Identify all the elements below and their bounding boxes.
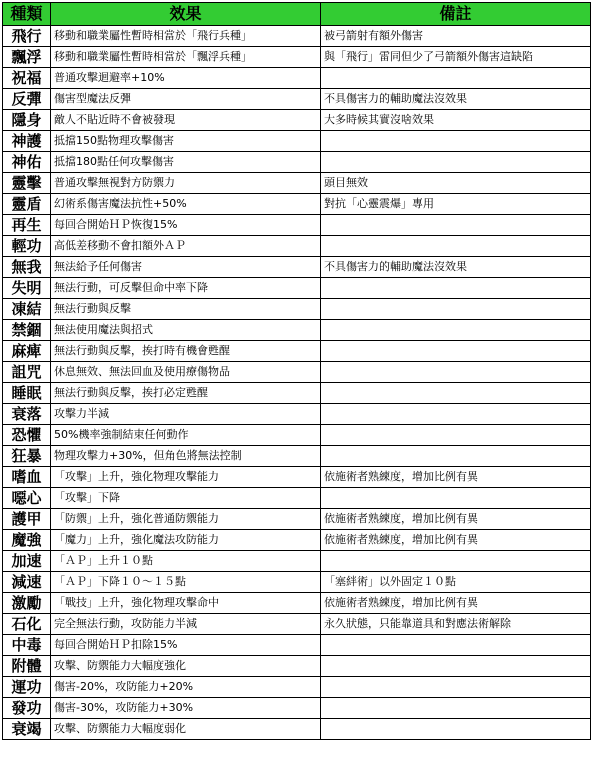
table-row bbox=[3, 89, 591, 110]
status-name-cell: 飛行 bbox=[3, 26, 51, 47]
effect-cell: 「攻擊」下降 bbox=[51, 488, 321, 509]
effect-cell: 每回合開始ＨＰ扣除15% bbox=[51, 635, 321, 656]
note-cell bbox=[321, 278, 591, 299]
table-row bbox=[3, 446, 591, 467]
effect-cell: 「防禦」上升，強化普通防禦能力 bbox=[51, 509, 321, 530]
effect-cell: 抵擋180點任何攻擊傷害 bbox=[51, 152, 321, 173]
effect-cell: 無法使用魔法與招式 bbox=[51, 320, 321, 341]
note-cell bbox=[321, 719, 591, 740]
header-effect: 效果 bbox=[51, 3, 321, 26]
table-row bbox=[3, 257, 591, 278]
table-row bbox=[3, 173, 591, 194]
note-cell: 永久狀態，只能靠道具和對應法術解除 bbox=[321, 614, 591, 635]
effect-cell: 無法行動，可反擊但命中率下降 bbox=[51, 278, 321, 299]
effect-cell: 物理攻擊力+30%，但角色將無法控制 bbox=[51, 446, 321, 467]
note-cell bbox=[321, 404, 591, 425]
effect-cell: 「魔力」上升，強化魔法攻防能力 bbox=[51, 530, 321, 551]
note-cell bbox=[321, 341, 591, 362]
status-name-cell: 輕功 bbox=[3, 236, 51, 257]
effect-cell: 無法行動與反擊，挨打時有機會甦醒 bbox=[51, 341, 321, 362]
status-name-cell: 運功 bbox=[3, 677, 51, 698]
note-cell bbox=[321, 383, 591, 404]
table-row bbox=[3, 488, 591, 509]
effect-cell: 50%機率強制結束任何動作 bbox=[51, 425, 321, 446]
effect-cell: 無法給予任何傷害 bbox=[51, 257, 321, 278]
table-row bbox=[3, 362, 591, 383]
note-cell: 被弓箭射有額外傷害 bbox=[321, 26, 591, 47]
table-row bbox=[3, 215, 591, 236]
table-row bbox=[3, 341, 591, 362]
effect-cell: 高低差移動不會扣額外ＡＰ bbox=[51, 236, 321, 257]
status-name-cell: 祝福 bbox=[3, 68, 51, 89]
status-name-cell: 石化 bbox=[3, 614, 51, 635]
effect-cell: 「攻擊」上升，強化物理攻擊能力 bbox=[51, 467, 321, 488]
table-row bbox=[3, 404, 591, 425]
effect-cell: 攻擊、防禦能力大幅度強化 bbox=[51, 656, 321, 677]
status-name-cell: 隱身 bbox=[3, 110, 51, 131]
effect-cell: 每回合開始ＨＰ恢復15% bbox=[51, 215, 321, 236]
status-name-cell: 減速 bbox=[3, 572, 51, 593]
status-name-cell: 衰落 bbox=[3, 404, 51, 425]
effect-cell: 攻擊、防禦能力大幅度弱化 bbox=[51, 719, 321, 740]
status-name-cell: 激勵 bbox=[3, 593, 51, 614]
status-name-cell: 中毒 bbox=[3, 635, 51, 656]
effect-cell: 幻術系傷害魔法抗性+50% bbox=[51, 194, 321, 215]
table-row bbox=[3, 26, 591, 47]
status-name-cell: 噁心 bbox=[3, 488, 51, 509]
note-cell bbox=[321, 362, 591, 383]
effect-cell: 攻擊力半減 bbox=[51, 404, 321, 425]
note-cell bbox=[321, 320, 591, 341]
effect-cell: 傷害-30%，攻防能力+30% bbox=[51, 698, 321, 719]
note-cell: 依施術者熟練度，增加比例有異 bbox=[321, 509, 591, 530]
note-cell bbox=[321, 68, 591, 89]
table-row bbox=[3, 236, 591, 257]
status-name-cell: 恐懼 bbox=[3, 425, 51, 446]
note-cell: 「塞絆術」以外固定１０點 bbox=[321, 572, 591, 593]
table-row bbox=[3, 299, 591, 320]
effect-cell: 休息無效、無法回血及使用療傷物品 bbox=[51, 362, 321, 383]
effect-cell: 完全無法行動，攻防能力半減 bbox=[51, 614, 321, 635]
status-name-cell: 護甲 bbox=[3, 509, 51, 530]
status-effects-table-wrapper bbox=[2, 2, 591, 740]
note-cell bbox=[321, 698, 591, 719]
note-cell: 大多時候其實沒啥效果 bbox=[321, 110, 591, 131]
status-name-cell: 無我 bbox=[3, 257, 51, 278]
table-row bbox=[3, 635, 591, 656]
status-name-cell: 靈擊 bbox=[3, 173, 51, 194]
effect-cell: 「ＡＰ」上升１０點 bbox=[51, 551, 321, 572]
note-cell: 不具傷害力的輔助魔法沒效果 bbox=[321, 89, 591, 110]
table-row bbox=[3, 68, 591, 89]
status-name-cell: 再生 bbox=[3, 215, 51, 236]
effect-cell: 無法行動與反擊 bbox=[51, 299, 321, 320]
table-row bbox=[3, 719, 591, 740]
effect-cell: 普通攻擊無視對方防禦力 bbox=[51, 173, 321, 194]
effect-cell: 傷害-20%，攻防能力+20% bbox=[51, 677, 321, 698]
status-name-cell: 飄浮 bbox=[3, 47, 51, 68]
table-row bbox=[3, 320, 591, 341]
effect-cell: 「ＡＰ」下降１０～１５點 bbox=[51, 572, 321, 593]
table-body bbox=[3, 26, 591, 740]
note-cell: 依施術者熟練度，增加比例有異 bbox=[321, 467, 591, 488]
table-row bbox=[3, 194, 591, 215]
status-name-cell: 加速 bbox=[3, 551, 51, 572]
status-name-cell: 靈盾 bbox=[3, 194, 51, 215]
table-row bbox=[3, 509, 591, 530]
status-name-cell: 附體 bbox=[3, 656, 51, 677]
note-cell bbox=[321, 152, 591, 173]
status-name-cell: 失明 bbox=[3, 278, 51, 299]
table-row bbox=[3, 614, 591, 635]
note-cell bbox=[321, 425, 591, 446]
effect-cell: 傷害型魔法反彈 bbox=[51, 89, 321, 110]
note-cell bbox=[321, 677, 591, 698]
table-row bbox=[3, 110, 591, 131]
header-type: 種類 bbox=[3, 3, 51, 26]
note-cell bbox=[321, 488, 591, 509]
status-name-cell: 衰竭 bbox=[3, 719, 51, 740]
table-row bbox=[3, 278, 591, 299]
note-cell: 不具傷害力的輔助魔法沒效果 bbox=[321, 257, 591, 278]
note-cell: 對抗「心靈震爆」專用 bbox=[321, 194, 591, 215]
table-row bbox=[3, 425, 591, 446]
status-name-cell: 魔強 bbox=[3, 530, 51, 551]
status-effects-table bbox=[2, 2, 591, 740]
note-cell bbox=[321, 236, 591, 257]
table-row bbox=[3, 551, 591, 572]
note-cell bbox=[321, 299, 591, 320]
table-row bbox=[3, 467, 591, 488]
status-name-cell: 發功 bbox=[3, 698, 51, 719]
table-row bbox=[3, 572, 591, 593]
table-row bbox=[3, 593, 591, 614]
table-row bbox=[3, 131, 591, 152]
status-name-cell: 嗜血 bbox=[3, 467, 51, 488]
effect-cell: 無法行動與反擊，挨打必定甦醒 bbox=[51, 383, 321, 404]
effect-cell: 普通攻擊迴避率+10% bbox=[51, 68, 321, 89]
table-header bbox=[3, 3, 591, 26]
note-cell bbox=[321, 635, 591, 656]
header-note: 備註 bbox=[321, 3, 591, 26]
effect-cell: 「戰技」上升，強化物理攻擊命中 bbox=[51, 593, 321, 614]
status-name-cell: 麻痺 bbox=[3, 341, 51, 362]
header-row bbox=[3, 3, 591, 26]
note-cell: 依施術者熟練度，增加比例有異 bbox=[321, 530, 591, 551]
table-row bbox=[3, 47, 591, 68]
status-name-cell: 睡眠 bbox=[3, 383, 51, 404]
effect-cell: 移動和職業屬性暫時相當於「飛行兵種」 bbox=[51, 26, 321, 47]
status-name-cell: 詛咒 bbox=[3, 362, 51, 383]
table-row bbox=[3, 383, 591, 404]
note-cell: 依施術者熟練度，增加比例有異 bbox=[321, 593, 591, 614]
note-cell bbox=[321, 446, 591, 467]
effect-cell: 敵人不貼近時不會被發現 bbox=[51, 110, 321, 131]
note-cell bbox=[321, 656, 591, 677]
table-row bbox=[3, 530, 591, 551]
status-name-cell: 神護 bbox=[3, 131, 51, 152]
note-cell: 頭目無效 bbox=[321, 173, 591, 194]
table-row bbox=[3, 656, 591, 677]
status-name-cell: 狂暴 bbox=[3, 446, 51, 467]
status-name-cell: 禁錮 bbox=[3, 320, 51, 341]
table-row bbox=[3, 698, 591, 719]
effect-cell: 移動和職業屬性暫時相當於「飄浮兵種」 bbox=[51, 47, 321, 68]
note-cell: 與「飛行」雷同但少了弓箭額外傷害這缺陷 bbox=[321, 47, 591, 68]
table-row bbox=[3, 677, 591, 698]
note-cell bbox=[321, 551, 591, 572]
effect-cell: 抵擋150點物理攻擊傷害 bbox=[51, 131, 321, 152]
status-name-cell: 神佑 bbox=[3, 152, 51, 173]
status-name-cell: 反彈 bbox=[3, 89, 51, 110]
note-cell bbox=[321, 131, 591, 152]
table-row bbox=[3, 152, 591, 173]
note-cell bbox=[321, 215, 591, 236]
status-name-cell: 凍結 bbox=[3, 299, 51, 320]
